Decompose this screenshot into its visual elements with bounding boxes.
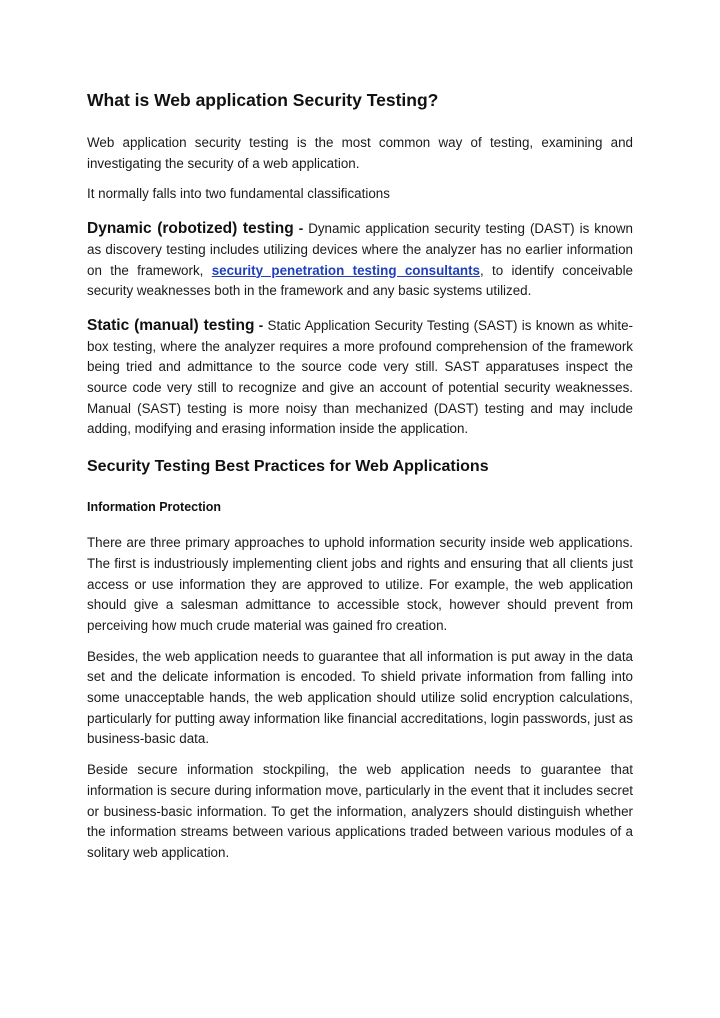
- consultants-link[interactable]: security penetration testing consultants: [211, 262, 480, 278]
- information-protection-heading: Information Protection: [87, 500, 222, 515]
- body-paragraph: Besides, the web application needs to guarantee that all information is put away in the data set and the delicate information is encoded. To shield private information from falling into some unacceptable hands, the web application should utilize solid encryption calculations, particularly for putting away information like financial accreditations, login passwords, just as business-basic data.: [87, 648, 633, 747]
- dynamic-testing-paragraph: [87, 219, 633, 302]
- dynamic-separator: -: [293, 221, 309, 237]
- page-title: What is Web application Security Testing?: [87, 90, 439, 110]
- document-page: [87, 88, 633, 874]
- dynamic-text-before: Dynamic application security testing (DAST) is known as discovery testing includes utilizing devices where the analyzer has no earlier information on the framework,: [87, 221, 633, 278]
- body-paragraph: There are three primary approaches to uphold information security inside web applications. The first is industriously implementing client jobs and rights and ensuring that all clients just access or use information they are approved to utilize. For example, the web application should give a salesman admittance to accessible stock, however should prevent from perceiving how much crude material was gained fro creation.: [87, 535, 633, 633]
- body-paragraph: Beside secure information stockpiling, the web application needs to guarantee that information is secure during information move, particularly in the event that it includes secret or business-basic information. To get the information, analyzers should distinguish whether the information streams between various applications traded between various modules of a solitary web application.: [87, 762, 633, 860]
- classifications-paragraph: It normally falls into two fundamental classifications: [87, 186, 390, 202]
- dynamic-testing-heading: Dynamic (robotized) testing: [87, 220, 294, 238]
- dynamic-text-after: , to identify conceivable security weaknesses both in the framework and any basic systems utilized.: [87, 262, 633, 299]
- static-separator: -: [254, 317, 268, 333]
- static-text: Static Application Security Testing (SAST) is known as white-box testing, where the analyzer requires a more profound comprehension of the framework being tried and admittance to the source code very still. SAST apparatuses inspect the source code very still to recognize and give an account of potential security weaknesses. Manual (SAST) testing is more noisy than mechanized (DAST) testing and may include adding, modifying and erasing information inside the application.: [87, 317, 633, 437]
- static-testing-paragraph: [87, 316, 633, 440]
- intro-paragraph: Web application security testing is the most common way of testing, examining and investigating the security of a web application.: [87, 135, 633, 171]
- static-testing-heading: Static (manual) testing: [87, 316, 255, 334]
- best-practices-heading: Security Testing Best Practices for Web Applications: [87, 458, 489, 476]
